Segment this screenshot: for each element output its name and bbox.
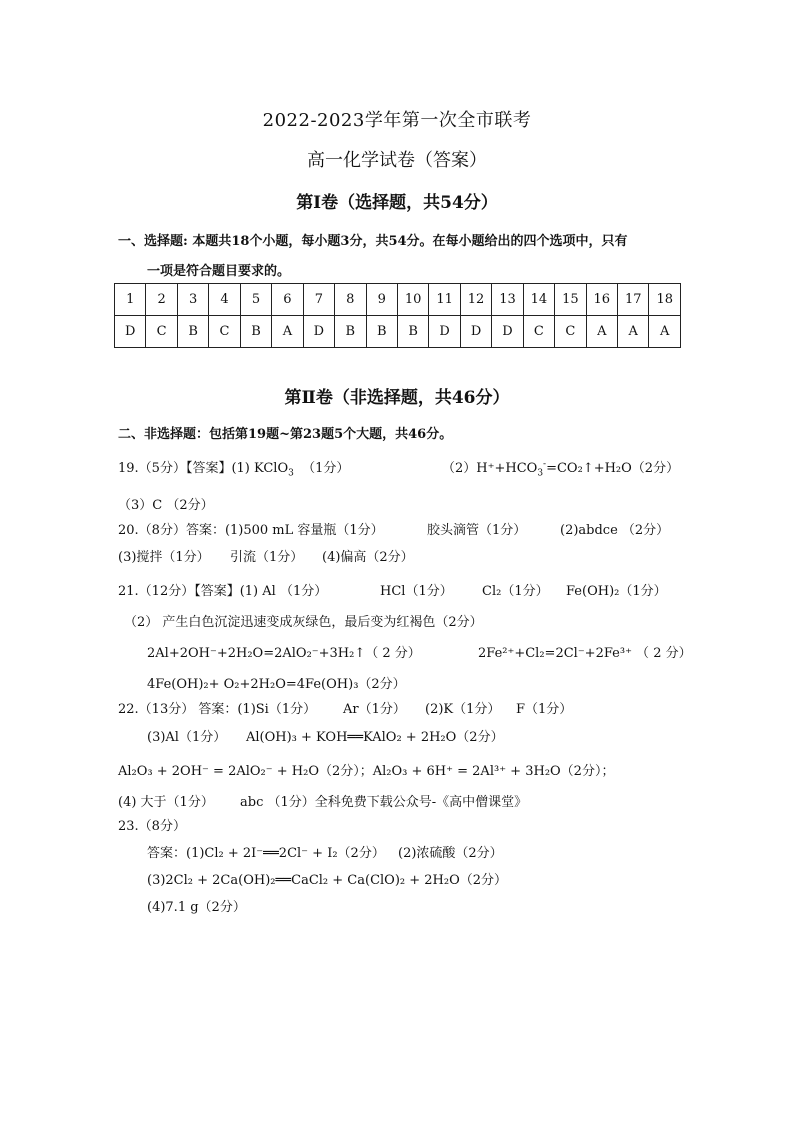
q21-answer-1: 21.（12分）【答案】(1) Al （1分）: [118, 584, 328, 599]
q22-answer-9: abc （1分）全科免费下载公众号-《高中僧课堂》: [240, 795, 528, 810]
q21-answer-4: Fe(OH)₂（1分）: [566, 584, 667, 599]
answer-cell: D: [115, 316, 146, 348]
q20-answer-3: (2)abdce （2分）: [560, 523, 670, 538]
answer-cell: C: [555, 316, 586, 348]
answer-table-answer-row: [115, 316, 681, 348]
answer-cell: A: [649, 316, 681, 348]
question-number-cell: 6: [272, 284, 303, 316]
question-number-cell: 7: [303, 284, 334, 316]
answer-table: [114, 283, 681, 348]
answer-cell: D: [492, 316, 523, 348]
q23-answer-1: 答案：(1)Cl₂ + 2I⁻══2Cl⁻ + I₂（2分）: [147, 846, 385, 861]
q20-answer-4: (3)搅拌（1分）: [118, 550, 210, 565]
q23-answer-3: (3)2Cl₂ + 2Ca(OH)₂══CaCl₂ + Ca(ClO)₂ + 2H₂O（2分）: [147, 873, 508, 888]
question-number-cell: 17: [618, 284, 649, 316]
q23-answer-4: (4)7.1 g（2分）: [147, 900, 246, 915]
q20-answer-5: 引流（1分）: [230, 550, 304, 565]
answer-cell: C: [146, 316, 177, 348]
part2-heading: 第Ⅱ卷（非选择题，共46分）: [284, 388, 510, 408]
question-number-cell: 11: [429, 284, 460, 316]
answer-cell: B: [366, 316, 397, 348]
question-number-cell: 10: [397, 284, 428, 316]
question-number-cell: 14: [523, 284, 554, 316]
question-number-cell: 3: [177, 284, 208, 316]
answer-cell: D: [460, 316, 491, 348]
exam-title: 2022-2023学年第一次全市联考: [262, 110, 532, 131]
question-number-cell: 1: [115, 284, 146, 316]
q19-answer-3: （3）C （2分）: [118, 498, 214, 513]
q22-answer-6: Al(OH)₃ + KOH══KAlO₂ + 2H₂O（2分）: [246, 730, 504, 745]
section1-instructions-line1: 一、选择题: 本题共18个小题，每小题3分，共54分。在每小题给出的四个选项中，只有: [118, 234, 628, 249]
q22-answer-8: (4) 大于（1分）: [118, 795, 214, 810]
question-number-cell: 13: [492, 284, 523, 316]
answer-cell: A: [272, 316, 303, 348]
question-number-cell: 8: [335, 284, 366, 316]
q21-answer-2: HCl（1分）: [380, 584, 453, 599]
exam-subtitle: 高一化学试卷（答案）: [307, 150, 487, 171]
section2-heading: 二、非选择题：包括第19题~第23题5个大题，共46分。: [118, 427, 453, 442]
answer-cell: D: [303, 316, 334, 348]
q21-answer-3: Cl₂（1分）: [482, 584, 549, 599]
q22-answer-5: (3)Al（1分）: [147, 730, 227, 745]
answer-cell: B: [397, 316, 428, 348]
section1-instructions-line2: 一项是符合题目要求的。: [147, 264, 291, 279]
q21-answer-5: （2） 产生白色沉淀迅速变成灰绿色，最后变为红褐色（2分）: [124, 615, 483, 630]
q22-answer-1: 22.（13分） 答案：(1)Si（1分）: [118, 702, 317, 717]
answer-cell: D: [429, 316, 460, 348]
q23-heading: 23.（8分）: [118, 819, 186, 834]
question-number-cell: 15: [555, 284, 586, 316]
q20-answer-1: 20.（8分）答案：(1)500 mL 容量瓶（1分）: [118, 523, 384, 538]
answer-cell: C: [523, 316, 554, 348]
q22-answer-4: F（1分）: [516, 702, 573, 717]
question-number-cell: 16: [586, 284, 617, 316]
q22-answer-7: Al₂O₃ + 2OH⁻ = 2AlO₂⁻ + H₂O（2分）；Al₂O₃ + 6H⁺ = 2Al³⁺ + 3H₂O（2分）；: [118, 764, 615, 779]
question-number-cell: 18: [649, 284, 681, 316]
question-number-cell: 12: [460, 284, 491, 316]
question-number-cell: 5: [240, 284, 271, 316]
q20-answer-2: 胶头滴管（1分）: [427, 523, 527, 538]
q19-answer-2: $(2)H^++HCO_3^-=CO_2↑+H_2O(2$分）: [442, 459, 680, 479]
q21-answer-7: 2Fe²⁺+Cl₂=2Cl⁻+2Fe³⁺ （ 2 分）: [478, 646, 692, 661]
q23-answer-2: (2)浓硫酸（2分）: [398, 846, 503, 861]
answer-cell: C: [209, 316, 240, 348]
answer-table-number-row: [115, 284, 681, 316]
q22-answer-2: Ar（1分）: [343, 702, 406, 717]
part1-heading: 第Ⅰ卷（选择题，共54分）: [296, 193, 498, 213]
answer-cell: A: [586, 316, 617, 348]
question-number-cell: 9: [366, 284, 397, 316]
answer-cell: B: [240, 316, 271, 348]
answer-cell: B: [335, 316, 366, 348]
q20-answer-6: (4)偏高（2分）: [322, 550, 414, 565]
q21-answer-6: 2Al+2OH⁻+2H₂O=2AlO₂⁻+3H₂↑（ 2 分）: [147, 646, 421, 661]
q19-answer-1: 19.（5分）【答案】(1) KClO$_3$ （1分）: [118, 461, 350, 479]
question-number-cell: 4: [209, 284, 240, 316]
question-number-cell: 2: [146, 284, 177, 316]
q21-answer-8: 4Fe(OH)₂+ O₂+2H₂O=4Fe(OH)₃（2分）: [147, 677, 406, 692]
answer-cell: B: [177, 316, 208, 348]
q22-answer-3: (2)K（1分）: [425, 702, 501, 717]
answer-cell: A: [618, 316, 649, 348]
